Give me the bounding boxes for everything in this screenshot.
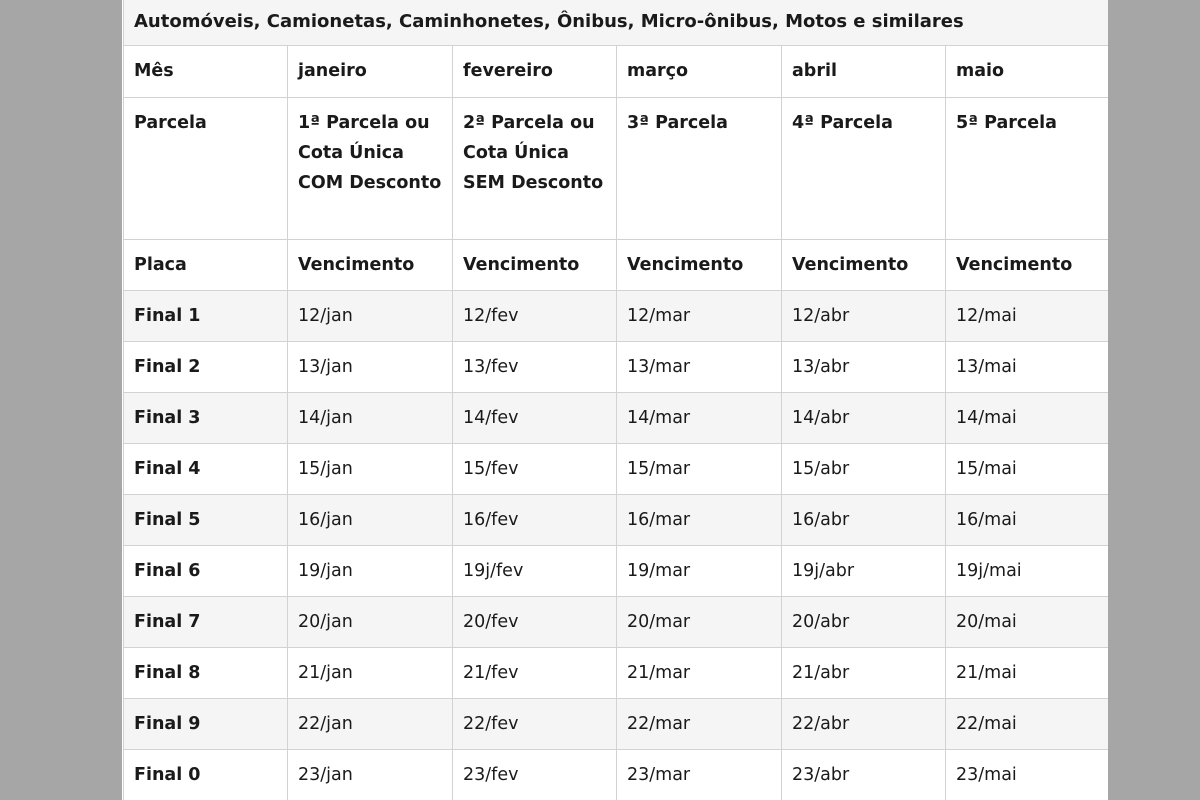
due-date-cell: 20/jan — [288, 596, 453, 647]
plate-final-label: Final 9 — [124, 698, 288, 749]
vencimento-header: Vencimento — [617, 239, 782, 290]
due-date-cell: 15/abr — [782, 443, 946, 494]
table-row — [124, 596, 1109, 647]
plate-final-label: Final 4 — [124, 443, 288, 494]
table-row — [124, 749, 1109, 800]
due-date-cell: 21/mar — [617, 647, 782, 698]
due-date-cell: 12/fev — [453, 290, 617, 341]
due-date-cell: 16/fev — [453, 494, 617, 545]
month-cell: janeiro — [288, 45, 453, 97]
due-date-cell: 15/fev — [453, 443, 617, 494]
page-content — [122, 0, 1108, 800]
due-date-cell: 16/jan — [288, 494, 453, 545]
due-date-cell: 15/jan — [288, 443, 453, 494]
due-date-cell: 22/mar — [617, 698, 782, 749]
parcela-cell: 5ª Parcela — [946, 97, 1109, 239]
plate-final-label: Final 8 — [124, 647, 288, 698]
due-date-cell: 14/abr — [782, 392, 946, 443]
table-row — [124, 545, 1109, 596]
header-row-placa — [124, 239, 1109, 290]
due-date-cell: 20/mar — [617, 596, 782, 647]
vencimento-header: Vencimento — [782, 239, 946, 290]
table-title: Automóveis, Camionetas, Caminhonetes, Ônibus, Micro-ônibus, Motos e similares — [124, 0, 1109, 45]
due-date-cell: 23/jan — [288, 749, 453, 800]
due-date-cell: 23/mar — [617, 749, 782, 800]
table-row — [124, 647, 1109, 698]
due-date-cell: 12/abr — [782, 290, 946, 341]
due-date-cell: 12/mai — [946, 290, 1109, 341]
parcela-cell: 4ª Parcela — [782, 97, 946, 239]
due-date-cell: 23/abr — [782, 749, 946, 800]
vencimento-header: Vencimento — [946, 239, 1109, 290]
plate-final-label: Final 5 — [124, 494, 288, 545]
due-date-cell: 20/abr — [782, 596, 946, 647]
due-date-cell: 13/fev — [453, 341, 617, 392]
due-date-cell: 21/mai — [946, 647, 1109, 698]
due-date-cell: 15/mai — [946, 443, 1109, 494]
parcela-cell: 1ª Parcela ou Cota Única COM Desconto — [288, 97, 453, 239]
due-date-cell: 22/mai — [946, 698, 1109, 749]
due-date-cell: 21/jan — [288, 647, 453, 698]
parcela-cell: 3ª Parcela — [617, 97, 782, 239]
month-cell: março — [617, 45, 782, 97]
due-date-cell: 16/mar — [617, 494, 782, 545]
table-row — [124, 341, 1109, 392]
header-label-parcela: Parcela — [124, 97, 288, 239]
parcela-cell: 2ª Parcela ou Cota Única SEM Desconto — [453, 97, 617, 239]
due-date-cell: 19j/abr — [782, 545, 946, 596]
due-date-cell: 14/fev — [453, 392, 617, 443]
due-date-cell: 21/abr — [782, 647, 946, 698]
due-date-cell: 21/fev — [453, 647, 617, 698]
month-cell: abril — [782, 45, 946, 97]
due-date-cell: 22/jan — [288, 698, 453, 749]
due-date-cell: 20/fev — [453, 596, 617, 647]
table-row — [124, 494, 1109, 545]
due-date-cell: 14/jan — [288, 392, 453, 443]
due-date-cell: 12/mar — [617, 290, 782, 341]
due-date-cell: 14/mar — [617, 392, 782, 443]
due-date-cell: 13/mai — [946, 341, 1109, 392]
vencimento-header: Vencimento — [288, 239, 453, 290]
month-cell: maio — [946, 45, 1109, 97]
due-date-cell: 22/fev — [453, 698, 617, 749]
due-date-cell: 13/abr — [782, 341, 946, 392]
due-date-cell: 12/jan — [288, 290, 453, 341]
vencimento-header: Vencimento — [453, 239, 617, 290]
due-date-cell: 23/mai — [946, 749, 1109, 800]
plate-final-label: Final 6 — [124, 545, 288, 596]
due-date-cell: 13/mar — [617, 341, 782, 392]
plate-final-label: Final 3 — [124, 392, 288, 443]
table-row — [124, 392, 1109, 443]
due-date-cell: 16/abr — [782, 494, 946, 545]
plate-final-label: Final 7 — [124, 596, 288, 647]
due-date-cell: 15/mar — [617, 443, 782, 494]
due-date-cell: 19/mar — [617, 545, 782, 596]
due-date-cell: 23/fev — [453, 749, 617, 800]
month-cell: fevereiro — [453, 45, 617, 97]
due-date-cell: 16/mai — [946, 494, 1109, 545]
plate-final-label: Final 2 — [124, 341, 288, 392]
header-label-placa: Placa — [124, 239, 288, 290]
due-date-cell: 22/abr — [782, 698, 946, 749]
due-date-cell: 13/jan — [288, 341, 453, 392]
due-date-cell: 19/jan — [288, 545, 453, 596]
table-row — [124, 290, 1109, 341]
table-title-row — [124, 0, 1109, 45]
due-date-cell: 19j/mai — [946, 545, 1109, 596]
ipva-schedule-table — [123, 0, 1108, 800]
table-row — [124, 698, 1109, 749]
table-row — [124, 443, 1109, 494]
plate-final-label: Final 1 — [124, 290, 288, 341]
due-date-cell: 20/mai — [946, 596, 1109, 647]
header-row-parcela — [124, 97, 1109, 239]
plate-final-label: Final 0 — [124, 749, 288, 800]
due-date-cell: 19j/fev — [453, 545, 617, 596]
header-label-mes: Mês — [124, 45, 288, 97]
header-row-mes — [124, 45, 1109, 97]
due-date-cell: 14/mai — [946, 392, 1109, 443]
